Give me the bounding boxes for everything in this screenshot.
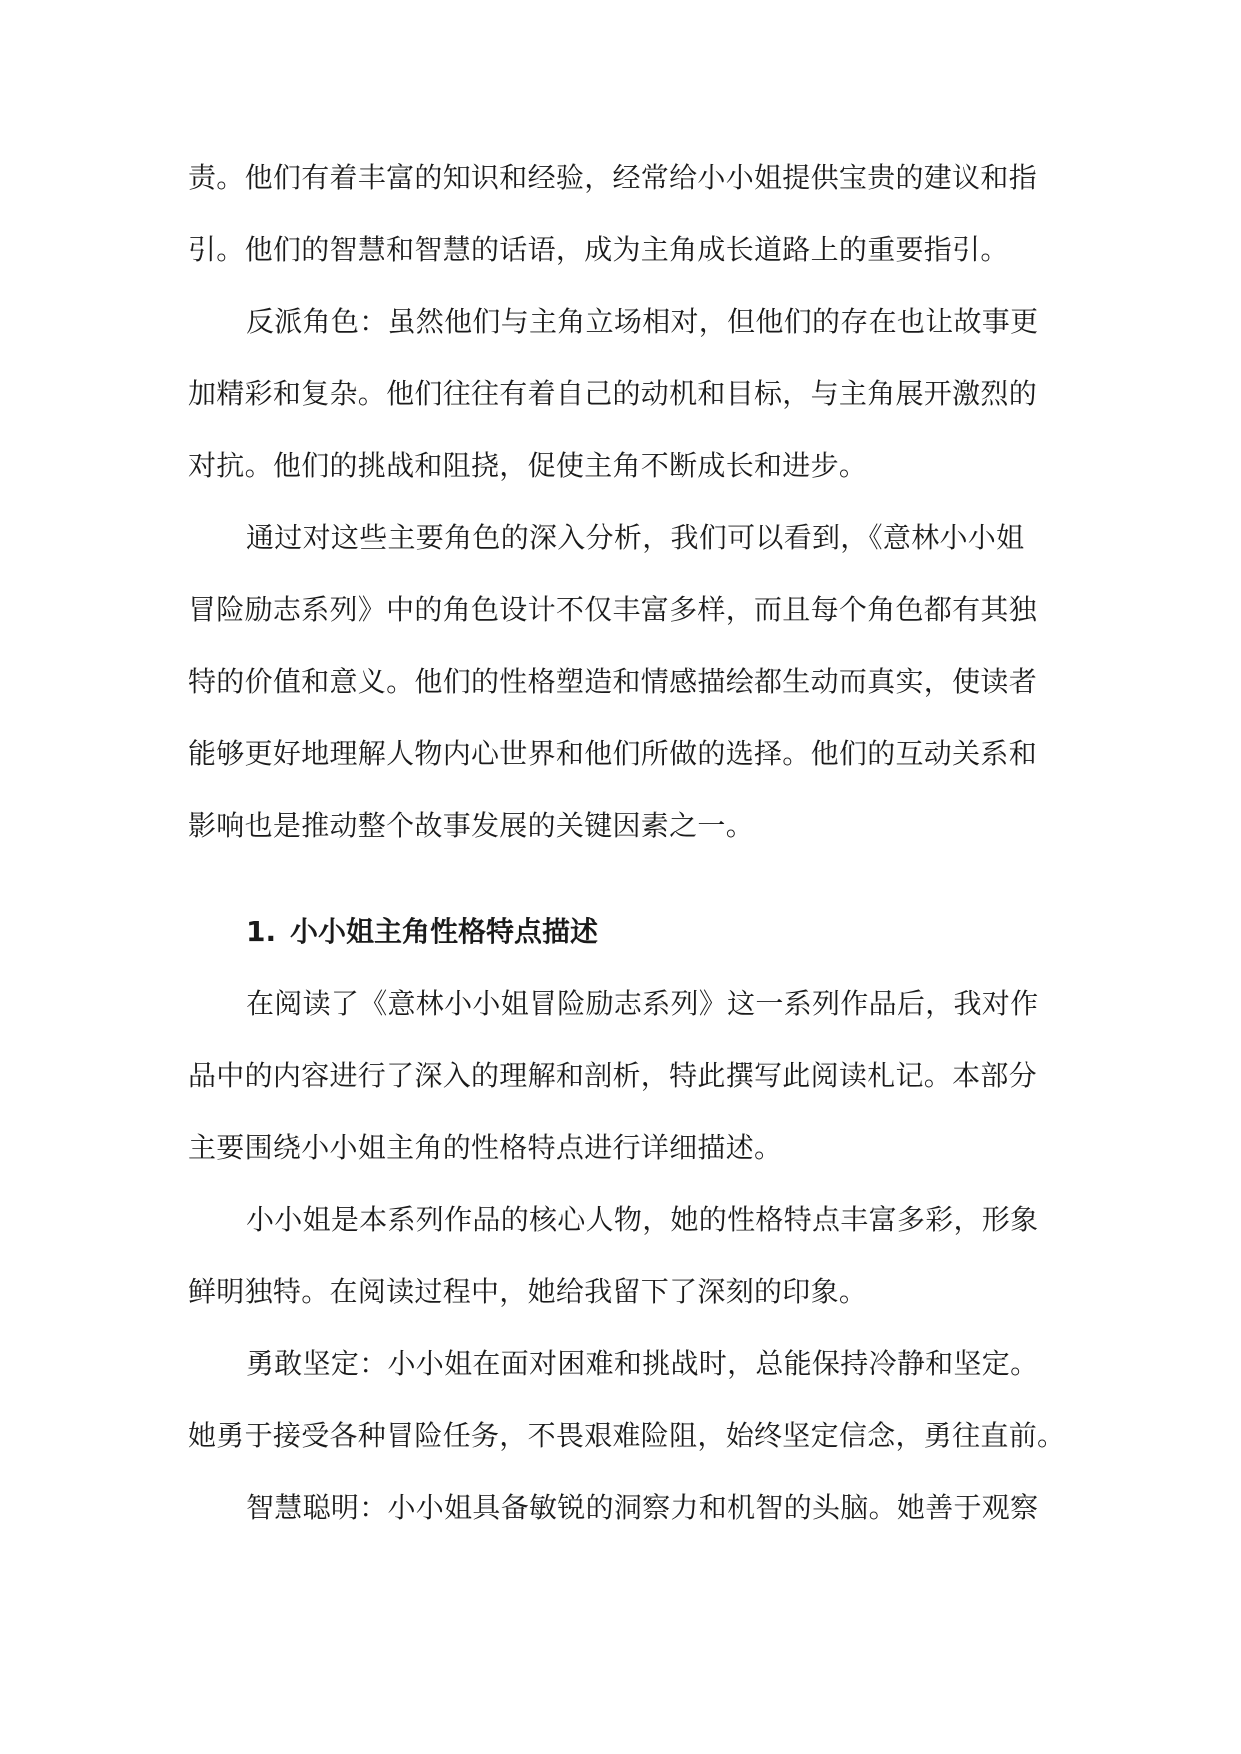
text-line: 主要围绕小小姐主角的性格特点进行详细描述。 (188, 1131, 783, 1164)
section-number: 1. (246, 915, 277, 948)
text-line: 加精彩和复杂。他们往往有着自己的动机和目标，与主角展开激烈的 (188, 377, 1038, 410)
paragraph-start: 在阅读了《意林小小姐冒险励志系列》这一系列作品后，我对作 (246, 987, 1039, 1020)
paragraph-start: 勇敢坚定：小小姐在面对困难和挑战时，总能保持冷静和坚定。 (246, 1347, 1039, 1380)
text-line: 特的价值和意义。他们的性格塑造和情感描绘都生动而真实，使读者 (188, 665, 1038, 698)
text-line: 责。他们有着丰富的知识和经验，经常给小小姐提供宝贵的建议和指 (188, 161, 1038, 194)
text-line: 鲜明独特。在阅读过程中，她给我留下了深刻的印象。 (188, 1275, 868, 1308)
text-line: 影响也是推动整个故事发展的关键因素之一。 (188, 809, 755, 842)
text-line: 对抗。他们的挑战和阻挠，促使主角不断成长和进步。 (188, 449, 868, 482)
text-line: 冒险励志系列》中的角色设计不仅丰富多样，而且每个角色都有其独 (188, 593, 1038, 626)
text-line: 她勇于接受各种冒险任务，不畏艰难险阻，始终坚定信念，勇往直前。 (188, 1419, 1066, 1452)
paragraph-start: 反派角色：虽然他们与主角立场相对，但他们的存在也让故事更 (246, 305, 1039, 338)
text-line: 引。他们的智慧和智慧的话语，成为主角成长道路上的重要指引。 (188, 233, 1009, 266)
section-gap (188, 862, 1056, 896)
section-title: 小小姐主角性格特点描述 (290, 915, 599, 948)
section-heading (188, 896, 1056, 968)
paragraph-start: 小小姐是本系列作品的核心人物，她的性格特点丰富多彩，形象 (246, 1203, 1039, 1236)
paragraph-start: 智慧聪明：小小姐具备敏锐的洞察力和机智的头脑。她善于观察 (246, 1491, 1039, 1524)
text-line: 品中的内容进行了深入的理解和剖析，特此撰写此阅读札记。本部分 (188, 1059, 1038, 1092)
document-page (188, 142, 1066, 1544)
text-line: 能够更好地理解人物内心世界和他们所做的选择。他们的互动关系和 (188, 737, 1038, 770)
paragraph-start: 通过对这些主要角色的深入分析，我们可以看到，《意林小小姐 (246, 521, 1025, 554)
